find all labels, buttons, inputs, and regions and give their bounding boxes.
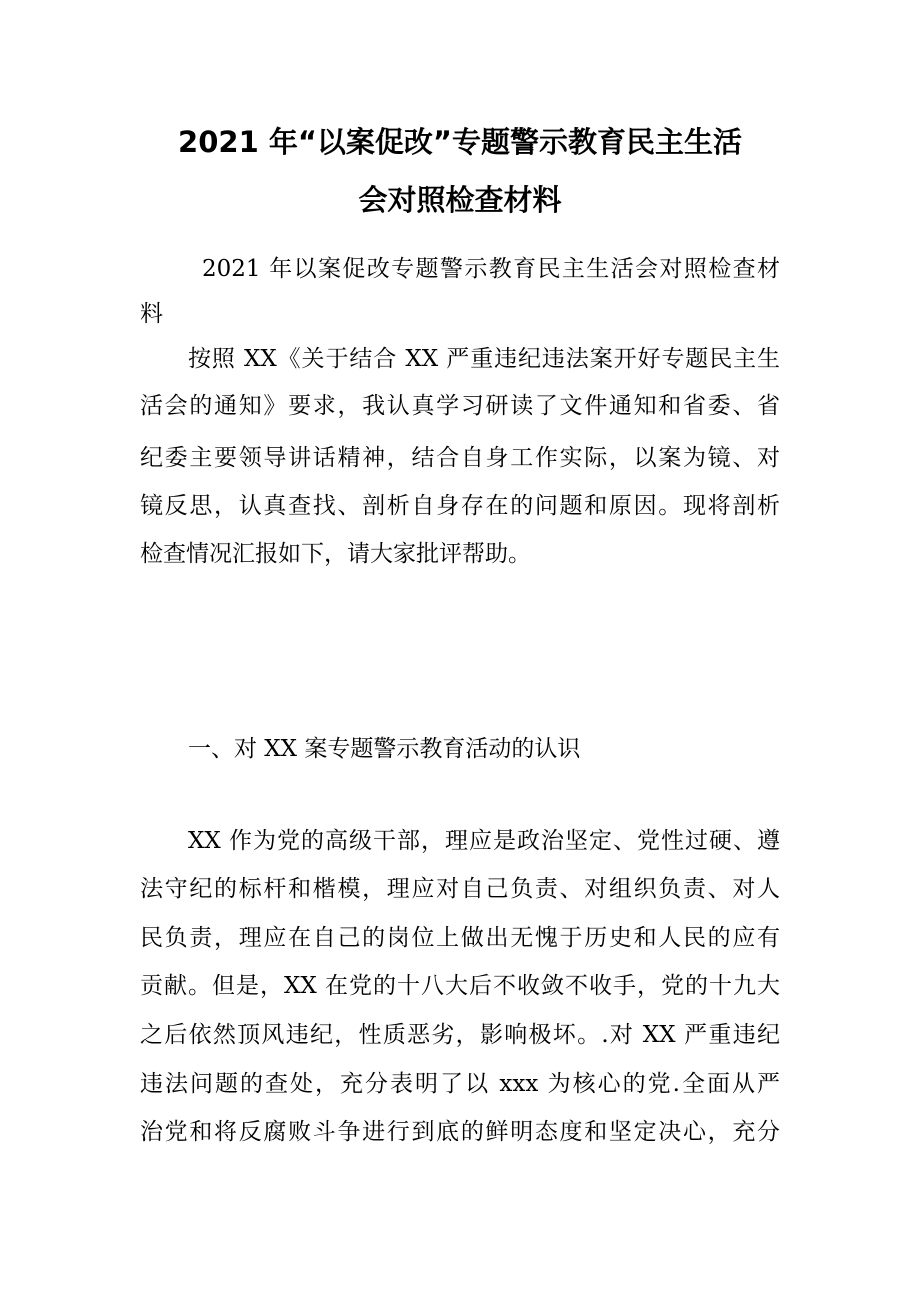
intro-line-1: 按照 XX《关于结合 XX 严重违纪违法案开好专题民主生	[188, 346, 780, 372]
body-line-5: 之后依然顶风违纪，性质恶劣，影响极坏。.对 XX 严重违纪	[140, 1022, 780, 1048]
body-line-3: 民负责，理应在自己的岗位上做出无愧于历史和人民的应有	[140, 925, 780, 951]
intro-line-4: 镜反思，认真查找、剖析自身存在的问题和原因。现将剖析	[140, 493, 780, 519]
subtitle-line-1: 2021 年以案促改专题警示教育民主生活会对照检查材	[202, 256, 780, 282]
body-line-4: 贡献。但是，XX 在党的十八大后不收敛不收手，党的十九大	[140, 973, 780, 999]
intro-line-2: 活会的通知》要求，我认真学习研读了文件通知和省委、省	[140, 393, 780, 419]
document-title-line-2: 会对照检查材料	[358, 183, 562, 217]
body-line-2: 法守纪的标杆和楷模，理应对自己负责、对组织负责、对人	[140, 876, 780, 902]
subtitle-line-2: 料	[140, 301, 163, 327]
body-line-6: 违法问题的查处，充分表明了以 xxx 为核心的党.全面从严	[140, 1071, 780, 1097]
document-title-line-1: 2021 年“以案促改”专题警示教育民主生活	[178, 125, 742, 159]
intro-line-5: 检查情况汇报如下，请大家批评帮助。	[140, 541, 531, 567]
section-heading: 一、对 XX 案专题警示教育活动的认识	[188, 736, 581, 762]
body-line-7: 治党和将反腐败斗争进行到底的鲜明态度和坚定决心，充分	[140, 1119, 780, 1145]
body-line-1: XX 作为党的高级干部，理应是政治坚定、党性过硬、遵	[188, 828, 780, 854]
intro-line-3: 纪委主要领导讲话精神，结合自身工作实际，以案为镜、对	[140, 445, 780, 471]
